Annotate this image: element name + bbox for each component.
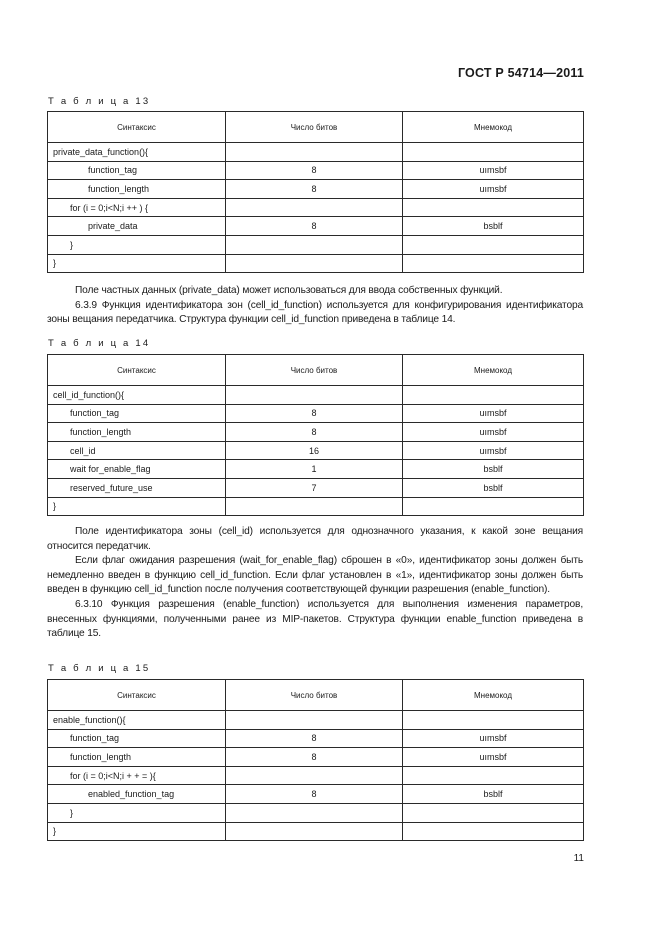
text-block-1 (47, 284, 583, 328)
mnemonic-cell: uımsbf (403, 161, 584, 180)
mnemonic-cell: uımsbf (403, 180, 584, 199)
bits-cell: 8 (226, 161, 403, 180)
table-13 (47, 111, 584, 273)
table-row (48, 235, 584, 254)
table-row (48, 161, 584, 180)
table-row (48, 748, 584, 767)
bits-cell (226, 143, 403, 162)
mnemonic-cell: uımsbf (403, 404, 584, 423)
table-row (48, 460, 584, 479)
mnemonic-cell (403, 386, 584, 405)
table-row (48, 180, 584, 199)
table-row (48, 766, 584, 785)
bits-cell: 1 (226, 460, 403, 479)
table-row (48, 143, 584, 162)
column-header-bits: Число битов (226, 355, 403, 386)
bits-cell (226, 711, 403, 730)
table-header-row (48, 680, 584, 711)
mnemonic-cell: uımsbf (403, 423, 584, 442)
table-row (48, 785, 584, 804)
paragraph-6-3-9: 6.3.9 Функция идентификатора зон (cell_id_function) используется для конфигурирования идентификатора зоны вещания передатчика. Структура функции cell_id_function приведена в таблице 14. (47, 299, 583, 326)
bits-cell: 7 (226, 478, 403, 497)
table-header-row (48, 112, 584, 143)
bits-cell: 8 (226, 729, 403, 748)
syntax-cell: cell_id (48, 441, 226, 460)
syntax-cell: for (i = 0;i<N;i ++ ) { (48, 198, 226, 217)
mnemonic-cell: bsblf (403, 478, 584, 497)
bits-cell: 8 (226, 748, 403, 767)
syntax-cell: cell_id_function(){ (48, 386, 226, 405)
mnemonic-cell: uımsbf (403, 729, 584, 748)
mnemonic-cell: bsblf (403, 460, 584, 479)
bits-cell (226, 386, 403, 405)
bits-cell: 8 (226, 404, 403, 423)
mnemonic-cell (403, 766, 584, 785)
column-header-mnemonic: Мнемокод (403, 112, 584, 143)
paragraph-private-data: Поле частных данных (private_data) может использоваться для ввода собственных функций. (75, 285, 503, 296)
syntax-cell: function_tag (48, 729, 226, 748)
table-row (48, 822, 584, 841)
bits-cell (226, 198, 403, 217)
syntax-cell: } (48, 803, 226, 822)
syntax-cell: private_data_function(){ (48, 143, 226, 162)
syntax-cell: } (48, 254, 226, 273)
mnemonic-cell (403, 254, 584, 273)
table-row (48, 441, 584, 460)
bits-cell: 8 (226, 785, 403, 804)
table-row (48, 711, 584, 730)
text-block-2 (47, 525, 583, 642)
column-header-syntax: Синтаксис (48, 112, 226, 143)
bits-cell: 8 (226, 423, 403, 442)
syntax-cell: enabled_function_tag (48, 785, 226, 804)
bits-cell: 16 (226, 441, 403, 460)
table-row (48, 497, 584, 516)
mnemonic-cell: uımsbf (403, 748, 584, 767)
table-14 (47, 354, 584, 516)
page-number: 11 (573, 853, 584, 864)
syntax-cell: for (i = 0;i<N;i + + = ){ (48, 766, 226, 785)
mnemonic-cell (403, 803, 584, 822)
document-code: ГОСТ Р 54714—2011 (457, 66, 584, 80)
bits-cell (226, 497, 403, 516)
paragraph-wait-flag: Если флаг ожидания разрешения (wait_for_enable_flag) сброшен в «0», идентификатор зоны должен быть немедленно введен в функцию cell_id_function. Если флаг установлен в «1», идентификатор зоны должен быть введен в функцию cell_id_function после получения соответствующей функции разрешения (enable_function). (47, 555, 583, 596)
table-15-caption: Т а б л и ц а 15 (48, 663, 151, 674)
table-row (48, 423, 584, 442)
bits-cell: 8 (226, 217, 403, 236)
mnemonic-cell (403, 822, 584, 841)
column-header-mnemonic: Мнемокод (403, 680, 584, 711)
mnemonic-cell: uımsbf (403, 441, 584, 460)
table-row (48, 386, 584, 405)
column-header-bits: Число битов (226, 680, 403, 711)
mnemonic-cell (403, 235, 584, 254)
bits-cell: 8 (226, 180, 403, 199)
syntax-cell: reserved_future_use (48, 478, 226, 497)
column-header-bits: Число битов (226, 112, 403, 143)
paragraph-6-3-10: 6.3.10 Функция разрешения (enable_function) используется для выполнения изменения параметров, внесенных функциями, полученными ранее из MIP-пакетов. Структура функции enable_function приведена в таблице 15. (47, 598, 583, 640)
syntax-cell: } (48, 497, 226, 516)
syntax-cell: wait for_enable_flag (48, 460, 226, 479)
table-15 (47, 679, 584, 841)
mnemonic-cell: bsblf (403, 785, 584, 804)
column-header-syntax: Синтаксис (48, 355, 226, 386)
syntax-cell: private_data (48, 217, 226, 236)
syntax-cell: function_tag (48, 161, 226, 180)
table-header-row (48, 355, 584, 386)
syntax-cell: function_length (48, 180, 226, 199)
column-header-mnemonic: Мнемокод (403, 355, 584, 386)
syntax-cell: } (48, 822, 226, 841)
table-row (48, 254, 584, 273)
table-row (48, 404, 584, 423)
table-row (48, 198, 584, 217)
table-13-caption: Т а б л и ц а 13 (48, 96, 151, 107)
table-row (48, 478, 584, 497)
bits-cell (226, 822, 403, 841)
mnemonic-cell: bsblf (403, 217, 584, 236)
bits-cell (226, 254, 403, 273)
syntax-cell: enable_function(){ (48, 711, 226, 730)
mnemonic-cell (403, 497, 584, 516)
syntax-cell: function_length (48, 748, 226, 767)
bits-cell (226, 803, 403, 822)
table-row (48, 803, 584, 822)
mnemonic-cell (403, 198, 584, 217)
table-row (48, 729, 584, 748)
bits-cell (226, 766, 403, 785)
paragraph-cell-id: Поле идентификатора зоны (cell_id) используется для однозначного указания, к какой зоне вещания относится передатчик. (47, 526, 583, 552)
table-row (48, 217, 584, 236)
syntax-cell: function_length (48, 423, 226, 442)
bits-cell (226, 235, 403, 254)
syntax-cell: } (48, 235, 226, 254)
mnemonic-cell (403, 711, 584, 730)
syntax-cell: function_tag (48, 404, 226, 423)
table-14-caption: Т а б л и ц а 14 (48, 338, 151, 349)
mnemonic-cell (403, 143, 584, 162)
column-header-syntax: Синтаксис (48, 680, 226, 711)
